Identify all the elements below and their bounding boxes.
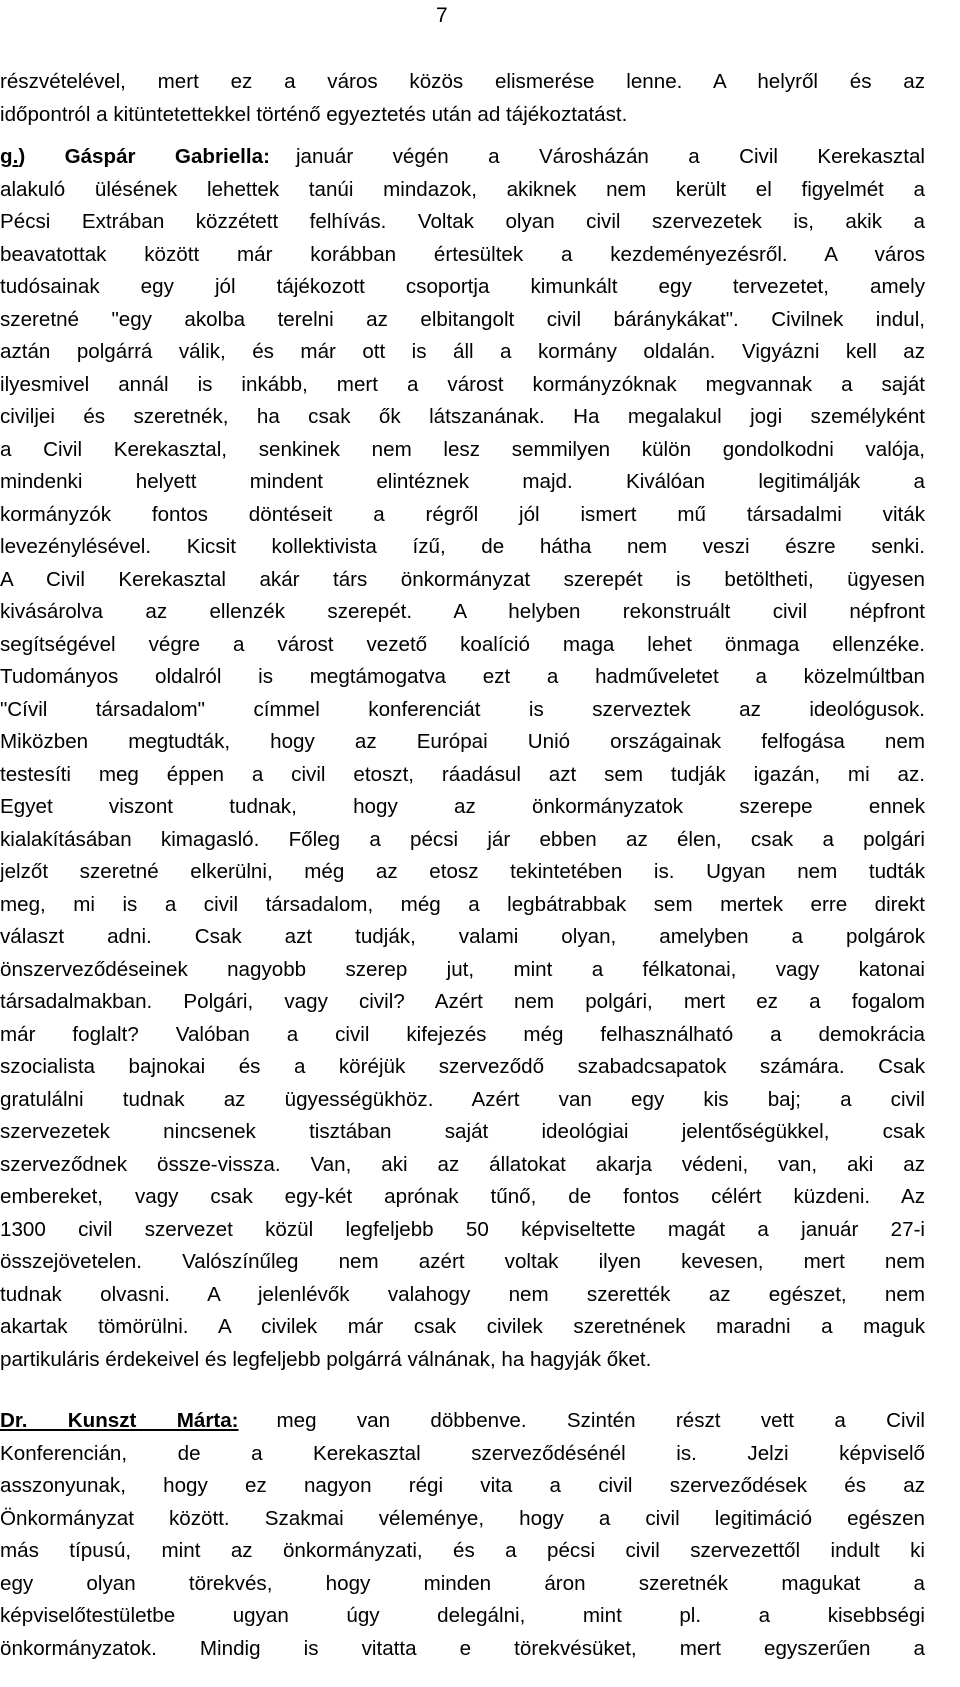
- text-line: más típusú, mint az önkormányzati, és a pécsi civil szervezettől indult ki: [0, 1539, 925, 1562]
- speaker-prefix: g.: [0, 145, 19, 168]
- text-line: társadalmakban. Polgári, vagy civil? Azért nem polgári, mert ez a fogalom: [0, 990, 925, 1013]
- text-line: a Civil Kerekasztal, senkinek nem lesz semmilyen külön gondolkodni valója,: [0, 437, 925, 461]
- text-line: tudósainak egy jól tájékozott csoportja kimunkált egy tervezetet, amely: [0, 275, 925, 298]
- text-line: ilyesmivel annál is inkább, mert a várost kormányzóknak megvannak a saját: [0, 372, 925, 396]
- text-line: választ adni. Csak azt tudják, valami olyan, amelyben a polgárok: [0, 925, 925, 948]
- speaker-name: Dr. Kunszt Márta:: [0, 1409, 239, 1432]
- text-line: részvételével, mert ez a város közös elismerése lenne. A helyről és az: [0, 70, 925, 93]
- page-number: 7: [436, 4, 448, 27]
- document-body: [0, 66, 925, 1665]
- text-line: egy olyan törekvés, hogy minden áron szeretnék magukat a: [0, 1571, 925, 1595]
- text-line: levezénylésével. Kicsit kollektivista ízű, de hátha nem veszi észre senki.: [0, 535, 925, 558]
- paragraph-gap: [0, 131, 925, 141]
- text-line: aztán polgárrá válik, és már ott is áll a kormány oldalán. Vigyázni kell az: [0, 340, 925, 363]
- text-line: asszonyunak, hogy ez nagyon régi vita a civil szerveződések és az: [0, 1474, 925, 1497]
- speaker-label: [0, 145, 270, 168]
- text-line: kormányzók fontos döntéseit a régről jól ismert mű társadalmi viták: [0, 502, 925, 526]
- paragraph-first-line: [0, 1405, 925, 1438]
- text-line: tudnak olvasni. A jelenlévők valahogy nem szerették az egészet, nem: [0, 1282, 925, 1306]
- text-line: Pécsi Extrában közzétett felhívás. Voltak olyan civil szervezetek is, akik a: [0, 210, 925, 233]
- text-line: alakuló ülésének lehettek tanúi mindazok, akiknek nem került el figyelmét a: [0, 177, 925, 201]
- text-line: Konferencián, de a Kerekasztal szerveződésénél is. Jelzi képviselő: [0, 1441, 925, 1465]
- paragraph-first-line: [0, 141, 925, 174]
- text-line: összejövetelen. Valószínűleg nem azért voltak ilyen kevesen, mert nem: [0, 1250, 925, 1273]
- text-line: önszerveződéseinek nagyobb szerep jut, mint a félkatonai, vagy katonai: [0, 957, 925, 981]
- speaker-name: ) Gáspár Gabriella:: [18, 145, 270, 168]
- text-line: szocialista bajnokai és a köréjük szerveződő szabadcsapatok számára. Csak: [0, 1055, 925, 1078]
- text-line: szeretné "egy akolba terelni az elbitangolt civil báránykákat". Civilnek indul,: [0, 307, 925, 331]
- text-line: meg, mi is a civil társadalom, még a legbátrabbak sem mertek erre direkt: [0, 892, 925, 916]
- text-line: jelzőt szeretné elkerülni, még az etosz tekintetében is. Ugyan nem tudták: [0, 860, 925, 883]
- text-line: akartak tömörülni. A civilek már csak civilek szeretnének maradni a maguk: [0, 1315, 925, 1338]
- text-line: Egyet viszont tudnak, hogy az önkormányzatok szerepe ennek: [0, 795, 925, 818]
- paragraph-1: [0, 66, 925, 131]
- first-line-text: meg van döbbenve. Szintén részt vett a Civil: [276, 1409, 925, 1432]
- text-line: képviselőtestületbe ugyan úgy delegálni, mint pl. a kisebbségi: [0, 1604, 925, 1627]
- text-line: Önkormányzat között. Szakmai véleménye, hogy a civil legitimáció egészen: [0, 1506, 925, 1530]
- text-line: kialakításában kimagasló. Főleg a pécsi jár ebben az élen, csak a polgári: [0, 827, 925, 851]
- text-line: testesíti meg éppen a civil etoszt, ráadásul azt sem tudják igazán, mi az.: [0, 762, 925, 786]
- text-line: önkormányzatok. Mindig is vitatta e törekvésüket, mert egyszerűen a: [0, 1636, 925, 1660]
- text-line: időpontról a kitüntetettekkel történő egyeztetés után ad tájékoztatást.: [0, 102, 628, 126]
- text-line: Miközben megtudták, hogy az Európai Unió országainak felfogása nem: [0, 730, 925, 753]
- text-line: partikuláris érdekeivel és legfeljebb polgárrá válnának, ha hagyják őket.: [0, 1347, 652, 1371]
- paragraph-gaspar-gabriella: [0, 141, 925, 1376]
- paragraph-gap: [0, 1376, 925, 1405]
- text-line: 1300 civil szervezet közül legfeljebb 50 képviseltette magát a január 27-i: [0, 1217, 925, 1241]
- text-line: embereket, vagy csak egy-két aprónak tűnő, de fontos célért küzdeni. Az: [0, 1185, 925, 1208]
- text-line: kivásárolva az ellenzék szerepét. A helyben rekonstruált civil népfront: [0, 600, 925, 623]
- first-line-text: január végén a Városházán a Civil Kerekasztal: [295, 145, 925, 168]
- text-line: mindenki helyett mindent elintéznek majd. Kiválóan legitimálják a: [0, 470, 925, 493]
- text-line: civiljei és szeretnék, ha csak ők látszanának. Ha megalakul jogi személyként: [0, 405, 925, 428]
- text-line: A Civil Kerekasztal akár társ önkormányzat szerepét is betöltheti, ügyesen: [0, 567, 925, 591]
- text-line: beavatottak között már korábban értesültek a kezdeményezésről. A város: [0, 242, 925, 266]
- text-line: szervezetek nincsenek tisztában saját ideológiai jelentőségükkel, csak: [0, 1120, 925, 1143]
- paragraph-kunszt-marta: [0, 1405, 925, 1665]
- text-line: szerveződnek össze-vissza. Van, aki az állatokat akarja védeni, van, aki az: [0, 1152, 925, 1176]
- text-line: Tudományos oldalról is megtámogatva ezt a hadműveletet a közelmúltban: [0, 665, 925, 688]
- text-line: gratulálni tudnak az ügyességükhöz. Azért van egy kis baj; a civil: [0, 1087, 925, 1111]
- text-line: már foglalt? Valóban a civil kifejezés még felhasználható a demokrácia: [0, 1022, 925, 1046]
- text-line: "Cívil társadalom" címmel konferenciát is szerveztek az ideológusok.: [0, 697, 925, 721]
- text-line: segítségével végre a várost vezető koalíció maga lehet önmaga ellenzéke.: [0, 632, 925, 656]
